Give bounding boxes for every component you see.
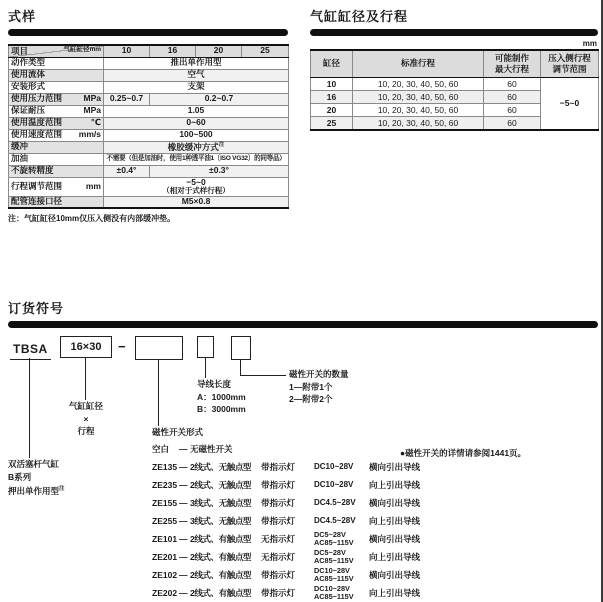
sw-ind: 带指示灯 <box>261 516 296 526</box>
bore-leader-line <box>85 358 86 400</box>
sw-type: 3线式、无触点型 <box>190 498 252 508</box>
spec-row-label: 不旋转精度 <box>9 165 104 177</box>
sw-ind: 带指示灯 <box>261 570 296 580</box>
sw-type: 3线式、无触点型 <box>190 516 252 526</box>
bore-row <box>311 77 599 90</box>
sw-dash: — <box>179 444 188 454</box>
bore-stroke-title-bar <box>310 29 598 36</box>
max-stroke: 60 <box>484 116 541 130</box>
sw-ind: 无指示灯 <box>261 552 296 562</box>
sw-type: 2线式、无触点型 <box>190 462 252 472</box>
spec-value-cell: 0.25~0.7 <box>104 93 150 105</box>
switch-detail-note: ●磁性开关的详情请参阅1441页。 <box>400 448 527 458</box>
sw-dash: — <box>179 570 188 580</box>
sw-dash: — <box>179 552 188 562</box>
max-stroke: 60 <box>484 77 541 90</box>
spec-row-label: 使用速度范围 mm/s <box>9 129 104 141</box>
spec-corner-cell <box>9 45 104 57</box>
spec-value-cell: 0.2~0.7 <box>150 93 289 105</box>
bore-stroke-table <box>310 49 599 131</box>
sw-code: ZE155 <box>152 498 178 508</box>
spec-row-label: 动作类型 <box>9 57 104 69</box>
spec-row-label: 加油 <box>9 153 104 165</box>
switch-option <box>152 584 598 602</box>
sw-ind: 无指示灯 <box>261 534 296 544</box>
sw-dash: — <box>179 534 188 544</box>
series-leader-line <box>29 358 30 458</box>
sw-volt: DC4.5~28V <box>314 497 356 507</box>
bore-stroke-label: 气缸缸径 × 行程 <box>68 401 103 436</box>
sw-ind: 带指示灯 <box>261 480 296 490</box>
spec-header-row <box>9 45 289 57</box>
series-note-mark: 注 <box>59 486 65 492</box>
spec-value-cell: ±0.3° <box>150 165 289 177</box>
spec-table-body <box>9 57 289 208</box>
bore-stroke-box: 16×30 <box>60 336 112 358</box>
switch-option <box>152 476 598 494</box>
sw-dir: 向上引出导线 <box>369 480 421 490</box>
sw-type: 2线式、有触点型 <box>190 570 252 580</box>
bore-column-header: 缸径 <box>311 50 353 77</box>
standard-strokes: 10, 20, 30, 40, 50, 60 <box>353 90 484 103</box>
switch-list <box>152 440 598 602</box>
bore-table-body <box>311 77 599 130</box>
bore-stroke-title: 气缸缸径及行程 <box>310 9 409 24</box>
sw-code: 空白 <box>152 444 170 454</box>
spec-value-cell: −5~0 （相对于式样行程） <box>104 177 289 196</box>
sw-volt two: DC5~28V AC85~115V <box>314 530 354 547</box>
switch-option <box>152 512 598 530</box>
qty-leader-line-h <box>240 375 286 376</box>
unit-label: mm <box>582 39 597 48</box>
bore-column-header: 标准行程 <box>353 50 484 77</box>
spec-row <box>9 69 289 81</box>
spec-row-label: 使用温度范围 ℃ <box>9 117 104 129</box>
bore-value: 25 <box>311 116 353 130</box>
sw-volt two: DC10~28V AC85~115V <box>314 566 354 583</box>
sw-dash: — <box>179 462 188 472</box>
bore-column-header: 压入侧行程 调节范围 <box>541 50 599 77</box>
corner-bore-label: 气缸缸径mm <box>63 46 101 53</box>
sw-code: ZE102 <box>152 570 178 580</box>
sw-code: ZE255 <box>152 516 178 526</box>
sw-dir: 向上引出导线 <box>369 588 421 598</box>
spec-note: 注：气缸缸径10mm仅压入侧没有内部缓冲垫。 <box>8 214 176 224</box>
order-title-bar <box>8 321 598 328</box>
spec-value-cell: ±0.4° <box>104 165 150 177</box>
sw-volt: DC10~28V <box>314 461 354 471</box>
bore-value: 16 <box>311 90 353 103</box>
qty-leader-line-v <box>240 360 241 376</box>
order-title: 订货符号 <box>8 301 65 316</box>
spec-table <box>8 44 289 209</box>
spec-bore-header: 25 <box>242 45 289 57</box>
switch-option-blank <box>152 440 598 458</box>
spec-row <box>9 165 289 177</box>
spec-row <box>9 196 289 208</box>
bore-header-row <box>311 50 599 77</box>
spec-row <box>9 141 289 153</box>
spec-row <box>9 57 289 69</box>
sw-ind: 带指示灯 <box>261 462 296 472</box>
sw-volt: DC4.5~28V <box>314 515 356 525</box>
spec-value-cell: 100~500 <box>104 129 289 141</box>
spec-title-bar <box>8 29 288 36</box>
spec-row <box>9 177 289 196</box>
sw-code: ZE235 <box>152 480 178 490</box>
sw-blankdesc: 无磁性开关 <box>190 444 233 454</box>
spec-bore-header: 20 <box>196 45 242 57</box>
sw-code: ZE101 <box>152 534 178 544</box>
sw-dir: 向上引出导线 <box>369 516 421 526</box>
standard-strokes: 10, 20, 30, 40, 50, 60 <box>353 116 484 130</box>
sw-type: 2线式、有触点型 <box>190 588 252 598</box>
spec-bore-header: 10 <box>104 45 150 57</box>
spec-row-label: 行程调节范围 mm <box>9 177 104 196</box>
sw-dash: — <box>179 516 188 526</box>
switch-option <box>152 548 598 566</box>
series-label: 双活塞杆气缸 B系列 押出单作用型$^注$ <box>8 459 65 496</box>
spec-row <box>9 105 289 117</box>
spec-value-cell: 不需要（但是加油时，使用1种透平油1〔ISO VG32〕的同等品） <box>104 153 289 165</box>
sw-type: 2线式、有触点型 <box>190 534 252 544</box>
max-stroke: 60 <box>484 90 541 103</box>
max-stroke: 60 <box>484 103 541 116</box>
spec-row-label: 缓冲 <box>9 141 104 153</box>
sw-dir: 横向引出导线 <box>369 534 421 544</box>
spec-row <box>9 117 289 129</box>
spec-row-label: 安装形式 <box>9 81 104 93</box>
spec-bore-header: 16 <box>150 45 196 57</box>
spec-value-cell: 0~60 <box>104 117 289 129</box>
sw-type: 2线式、无触点型 <box>190 480 252 490</box>
spec-row <box>9 153 289 165</box>
spec-value-cell: 推出单作用型 <box>104 57 289 69</box>
spec-row-label: 使用压力范围 MPa <box>9 93 104 105</box>
sw-code: ZE201 <box>152 552 178 562</box>
spec-row <box>9 81 289 93</box>
switch-qty-label: 磁性开关的数量 1—附带1个 2—附带2个 <box>289 369 349 404</box>
switch-type-box <box>135 336 183 360</box>
spec-row-label: 配管连接口径 <box>9 196 104 208</box>
spec-value-cell: 橡胶缓冲方式$^注$ <box>104 141 289 153</box>
spec-row <box>9 93 289 105</box>
spec-value-cell: M5×0.8 <box>104 196 289 208</box>
spec-row-label: 使用流体 <box>9 69 104 81</box>
model-code: TBSA <box>10 342 51 360</box>
spec-value-cell: 空气 <box>104 69 289 81</box>
sw-dir: 横向引出导线 <box>369 498 421 508</box>
bore-value: 20 <box>311 103 353 116</box>
spec-value-cell: 1.05 <box>104 105 289 117</box>
spec-value-cell: 支架 <box>104 81 289 93</box>
bore-value: 10 <box>311 77 353 90</box>
push-side-adjust-range: −5~0 <box>541 77 599 130</box>
standard-strokes: 10, 20, 30, 40, 50, 60 <box>353 77 484 90</box>
switch-option <box>152 494 598 512</box>
corner-item-label: 项目 <box>11 45 29 56</box>
standard-strokes: 10, 20, 30, 40, 50, 60 <box>353 103 484 116</box>
sw-code: ZE202 <box>152 588 178 598</box>
lead-leader-line <box>205 358 206 378</box>
sw-dash: — <box>179 480 188 490</box>
sw-volt two: DC10~28V AC85~115V <box>314 584 354 601</box>
sw-code: ZE135 <box>152 462 178 472</box>
sw-ind: 带指示灯 <box>261 498 296 508</box>
spec-section <box>8 6 288 224</box>
switch-type-leader-line <box>158 360 159 426</box>
spec-row-label: 保证耐压 MPa <box>9 105 104 117</box>
sw-volt two: DC5~28V AC85~115V <box>314 548 354 565</box>
switch-type-label: 磁性开关形式 <box>152 427 204 437</box>
sw-dash: — <box>179 498 188 508</box>
code-dash: − <box>118 339 126 354</box>
sw-volt: DC10~28V <box>314 479 354 489</box>
sw-dir: 横向引出导线 <box>369 570 421 580</box>
sw-dir: 向上引出导线 <box>369 552 421 562</box>
sw-type: 2线式、有触点型 <box>190 552 252 562</box>
lead-length-label: 导线长度 A：1000mm B：3000mm <box>197 379 246 414</box>
sw-dir: 横向引出导线 <box>369 462 421 472</box>
sw-ind: 带指示灯 <box>261 588 296 598</box>
switch-option <box>152 458 598 476</box>
spec-row <box>9 129 289 141</box>
lead-length-box <box>197 336 214 358</box>
sw-dash: — <box>179 588 188 598</box>
switch-option <box>152 530 598 548</box>
switch-option <box>152 566 598 584</box>
spec-title: 式样 <box>8 9 37 24</box>
switch-qty-box <box>231 336 251 360</box>
bore-column-header: 可能制作 最大行程 <box>484 50 541 77</box>
bore-stroke-section <box>310 6 598 131</box>
order-section <box>8 298 598 602</box>
